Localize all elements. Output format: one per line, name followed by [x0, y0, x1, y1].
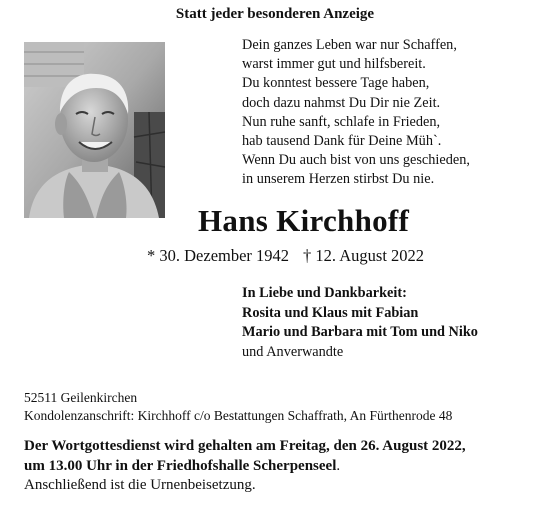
- poem: [242, 36, 470, 190]
- death-date: † 12. August 2022: [303, 246, 425, 265]
- family-line: Rosita und Klaus mit Fabian: [242, 304, 419, 321]
- service-info: [24, 437, 466, 496]
- address-city: 52511 Geilenkirchen: [24, 390, 138, 405]
- poem-line: warst immer gut und hilfsbereit.: [242, 56, 426, 73]
- service-line: Anschließend ist die Urnenbeisetzung.: [24, 477, 256, 493]
- service-line-period: .: [336, 457, 341, 474]
- poem-line: in unserem Herzen stirbst Du nie.: [242, 171, 435, 188]
- poem-line: Du konntest bessere Tage haben,: [242, 75, 430, 92]
- family-line: In Liebe und Dankbarkeit:: [242, 285, 407, 301]
- poem-line: Dein ganzes Leben war nur Schaffen,: [242, 37, 457, 53]
- portrait-photo: [24, 42, 165, 218]
- life-dates: [147, 246, 424, 266]
- family-signature: [242, 284, 478, 362]
- service-line: Der Wortgottesdienst wird gehalten am Freitag, den 26. August 2022,: [24, 438, 466, 454]
- notice-header: Statt jeder besonderen Anzeige: [175, 6, 375, 22]
- address-block: [24, 389, 452, 424]
- poem-line: doch dazu nahmst Du Dir nie Zeit.: [242, 94, 441, 111]
- birth-date: * 30. Dezember 1942: [147, 246, 290, 265]
- poem-line: hab tausend Dank für Deine Müh`.: [242, 133, 442, 150]
- family-line: Mario und Barbara mit Tom und Niko: [242, 324, 478, 340]
- service-line: um 13.00 Uhr in der Friedhofshalle Scherpenseel: [24, 457, 337, 474]
- poem-line: Wenn Du auch bist von uns geschieden,: [242, 152, 470, 169]
- poem-line: Nun ruhe sanft, schlafe in Frieden,: [242, 113, 441, 130]
- condolence-address: Kondolenzanschrift: Kirchhoff c/o Bestattungen Schaffrath, An Fürthenrode 48: [24, 407, 453, 423]
- family-line: und Anverwandte: [242, 343, 344, 360]
- deceased-name: Hans Kirchhoff: [198, 203, 410, 238]
